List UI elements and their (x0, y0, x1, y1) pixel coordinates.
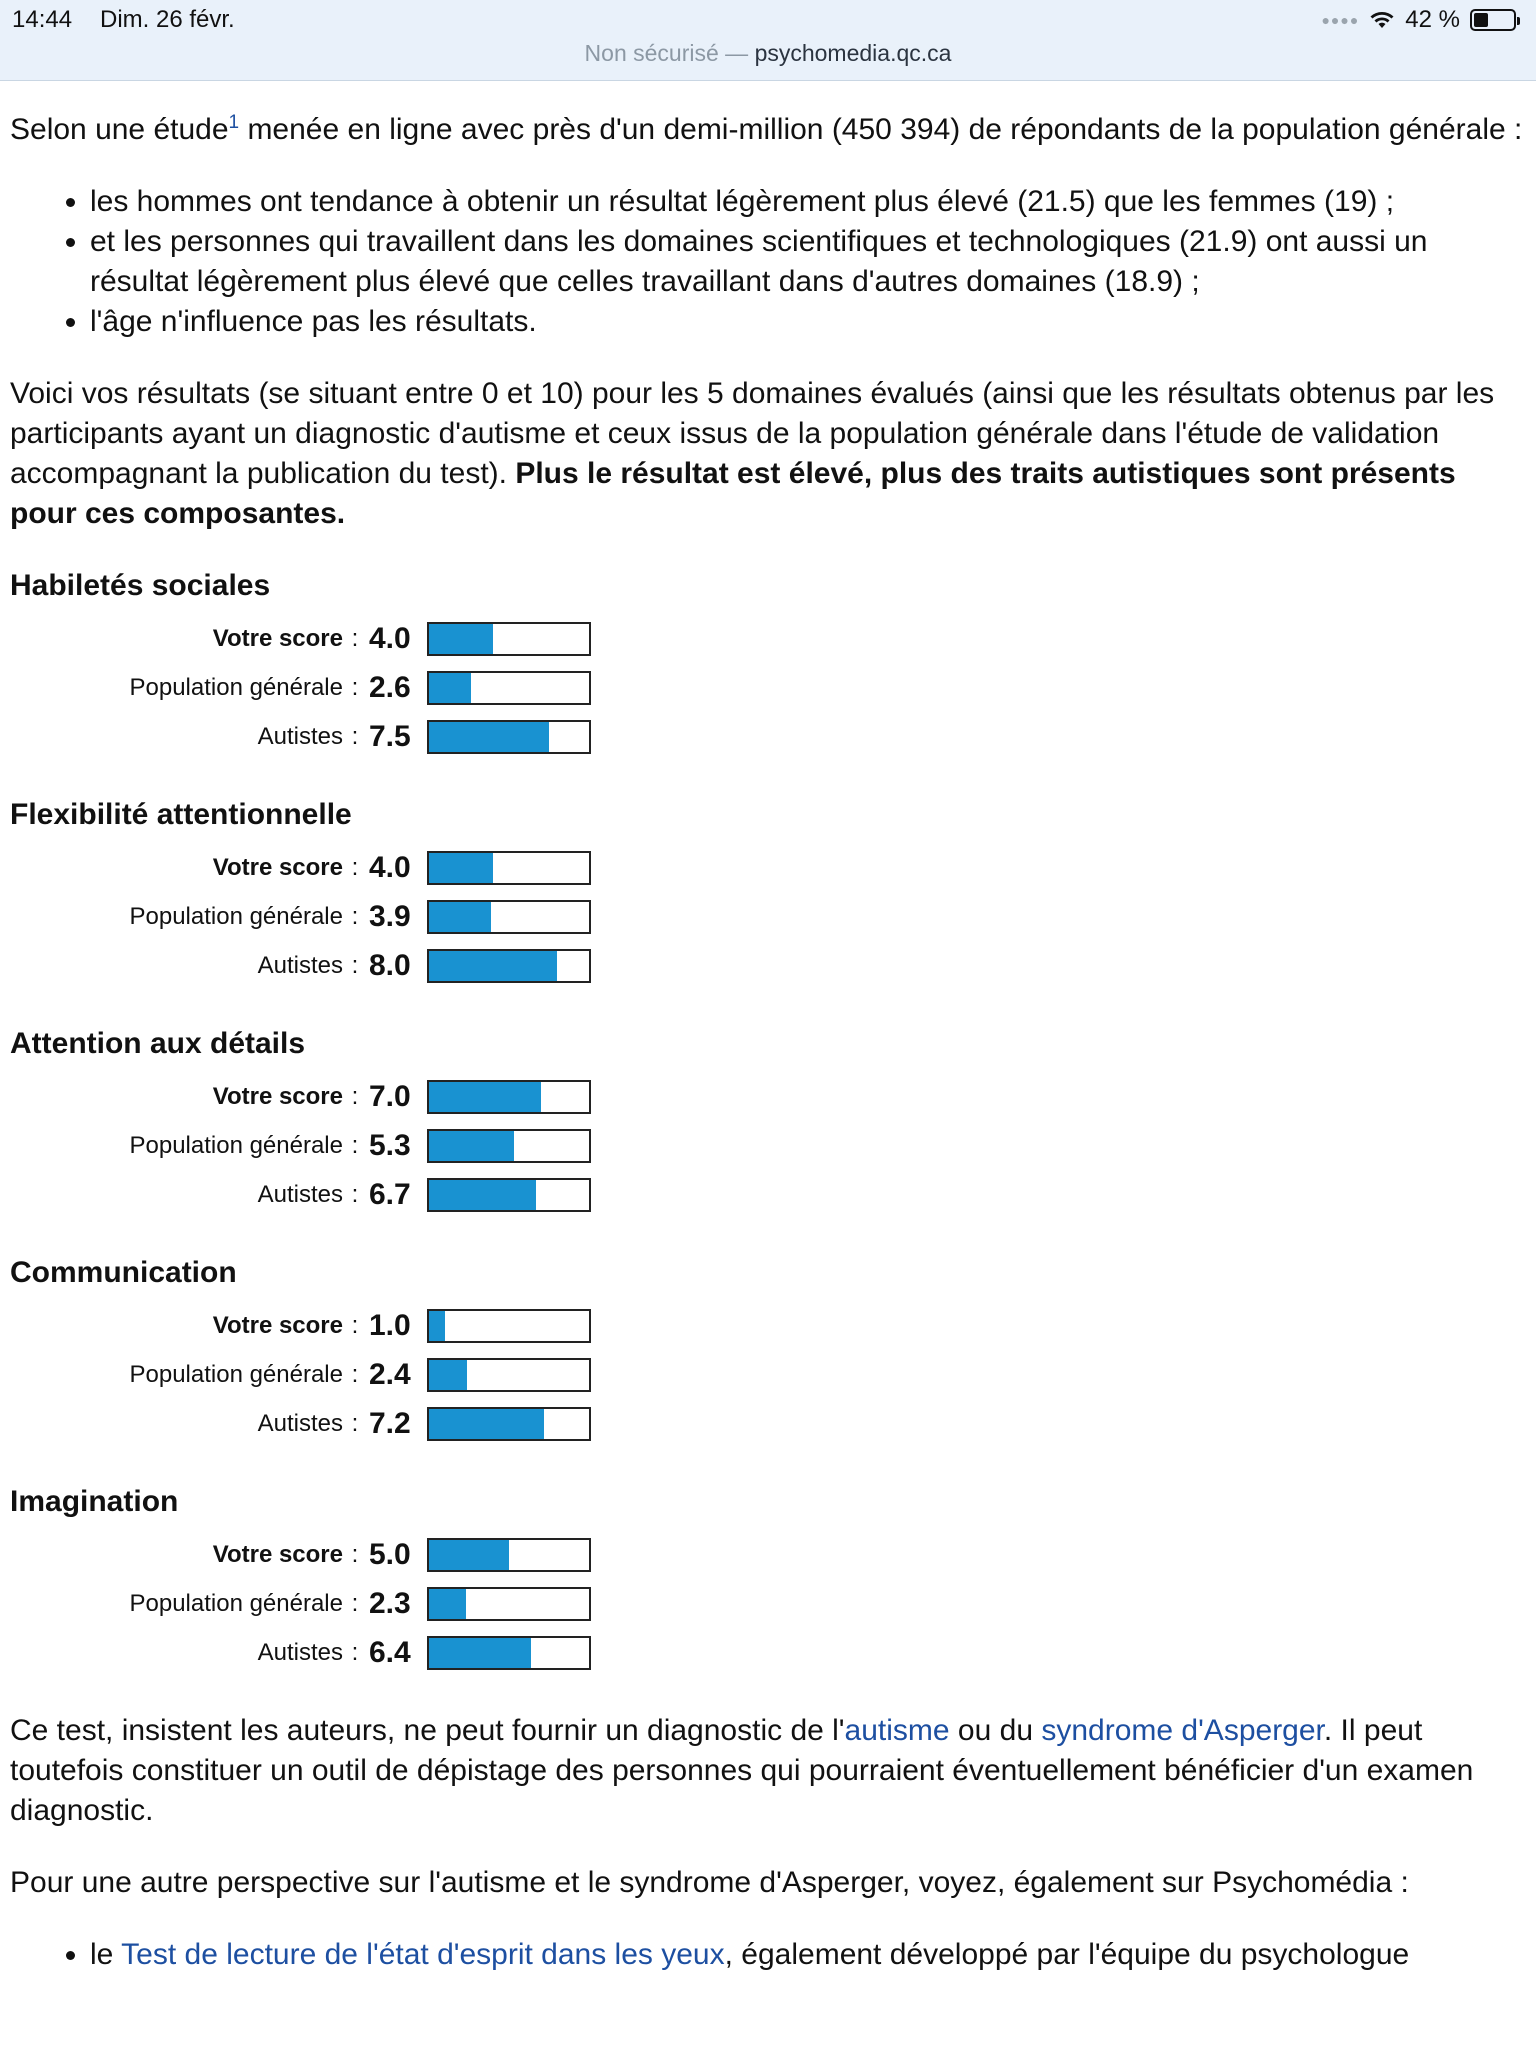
score-bar-track (427, 671, 591, 705)
intro-text-rest: menée en ligne avec près d'un demi-million (450 394) de répondants de la population générale : (239, 113, 1523, 146)
score-label-text: Votre score (212, 1082, 343, 1110)
section-title: Attention aux détails (10, 1027, 306, 1060)
score-bar-track (427, 720, 591, 754)
score-row-population-generale (10, 1579, 1526, 1628)
score-value: 5.0 (369, 1537, 411, 1571)
score-label-text: Votre score (212, 1540, 343, 1568)
score-colon: : (351, 1360, 359, 1388)
score-value: 7.5 (369, 719, 411, 753)
score-label-text: Population générale (129, 1131, 343, 1159)
score-bar-track (427, 949, 591, 983)
disclaimer-paragraph (10, 1711, 1526, 1831)
score-section (10, 1253, 1526, 1448)
intro-paragraph (10, 110, 1526, 150)
score-row-population-generale (10, 892, 1526, 941)
section-title: Flexibilité attentionnelle (10, 798, 352, 831)
score-bar-fill (429, 1082, 541, 1112)
score-row-autistes (10, 1399, 1526, 1448)
score-value: 4.0 (369, 850, 411, 884)
footnote-link[interactable]: 1 (228, 112, 240, 133)
score-value: 6.4 (369, 1635, 411, 1669)
score-label-text: Population générale (129, 1589, 343, 1617)
score-label (10, 946, 343, 986)
score-label (10, 848, 343, 888)
score-bar-track (427, 900, 591, 934)
score-label-text: Autistes (257, 951, 343, 979)
score-row-population-generale (10, 663, 1526, 712)
score-colon: : (351, 1589, 359, 1617)
score-section (10, 795, 1526, 990)
score-bar-track (427, 1309, 591, 1343)
score-bar-fill (429, 1180, 536, 1210)
score-bar-fill (429, 902, 491, 932)
score-colon: : (351, 1638, 359, 1666)
score-bar-track (427, 1358, 591, 1392)
score-row-votre-score (10, 614, 1526, 663)
score-label (10, 619, 343, 659)
score-value: 7.2 (369, 1406, 411, 1440)
score-label (10, 1077, 343, 1117)
score-value: 3.9 (369, 899, 411, 933)
score-label (10, 1126, 343, 1166)
score-value: 2.6 (369, 670, 411, 704)
article-content (10, 110, 1526, 2007)
score-row-votre-score (10, 1072, 1526, 1121)
score-sections (10, 566, 1526, 1677)
score-bar-track (427, 851, 591, 885)
score-colon: : (351, 1409, 359, 1437)
score-bar-fill (429, 1638, 531, 1668)
score-label-text: Autistes (257, 722, 343, 750)
wifi-icon (1369, 10, 1395, 30)
status-time: 14:44 (12, 6, 73, 33)
perspective-item-prefix: le (90, 1938, 122, 1971)
address-bar[interactable] (0, 40, 1536, 67)
score-value: 7.0 (369, 1079, 411, 1113)
list-item (90, 1935, 1526, 1975)
score-colon: : (351, 951, 359, 979)
score-label-text: Population générale (129, 902, 343, 930)
score-row-autistes (10, 712, 1526, 761)
status-indicators (1321, 6, 1516, 34)
score-section (10, 1024, 1526, 1219)
score-bar-fill (429, 1409, 544, 1439)
score-label (10, 1535, 343, 1575)
score-label (10, 1404, 343, 1444)
score-bar-track (427, 1178, 591, 1212)
score-bar-track (427, 1587, 591, 1621)
battery-percent: 42 % (1405, 6, 1460, 33)
score-colon: : (351, 1180, 359, 1208)
list-item: • l'âge n'influence pas les résultats. (90, 302, 1526, 342)
score-value: 6.7 (369, 1177, 411, 1211)
score-bar-track (427, 1080, 591, 1114)
score-bar-fill (429, 722, 549, 752)
score-colon: : (351, 902, 359, 930)
score-bar-fill (429, 853, 493, 883)
score-colon: : (351, 624, 359, 652)
score-bar-fill (429, 1360, 467, 1390)
disclaimer-text: Ce test, insistent les auteurs, ne peut fournir un diagnostic de l' (10, 1714, 845, 1747)
score-label (10, 897, 343, 937)
score-section (10, 566, 1526, 761)
eyes-test-link[interactable]: Test de lecture de l'état d'esprit dans les yeux (121, 1938, 725, 1971)
score-colon: : (351, 1131, 359, 1159)
perspective-list (10, 1935, 1526, 1975)
score-value: 2.4 (369, 1357, 411, 1391)
score-label (10, 668, 343, 708)
score-bar-track (427, 1407, 591, 1441)
score-value: 5.3 (369, 1128, 411, 1162)
list-item: • et les personnes qui travaillent dans les domaines scientifiques et technologiques (21.9) ont aussi un résultat légèrement plus élevé que celles travaillant dans d'autres domaines (18.9) ; (90, 222, 1526, 302)
section-title: Habiletés sociales (10, 569, 271, 602)
score-colon: : (351, 722, 359, 750)
score-label-text: Votre score (212, 1311, 343, 1339)
score-section (10, 1482, 1526, 1677)
score-bar-fill (429, 624, 493, 654)
results-intro-emphasis: Plus le résultat est élevé, plus des traits autistiques sont présents pour ces composantes. (10, 457, 1456, 530)
score-row-votre-score (10, 843, 1526, 892)
score-bar-track (427, 1636, 591, 1670)
score-colon: : (351, 1082, 359, 1110)
score-bar-fill (429, 1131, 514, 1161)
score-row-autistes (10, 1170, 1526, 1219)
score-bar-track (427, 622, 591, 656)
score-label-text: Population générale (129, 673, 343, 701)
score-label-text: Votre score (212, 853, 343, 881)
results-intro-paragraph (10, 374, 1526, 534)
disclaimer-text-3: . Il peut toutefois constituer un outil de dépistage des personnes qui pourraient éventuellement bénéficier d'un examen diagnostic. (10, 1714, 1474, 1827)
asperger-link[interactable]: syndrome d'Asperger (1041, 1714, 1324, 1747)
score-label (10, 1584, 343, 1624)
intro-text: Selon une étude (10, 113, 229, 146)
score-value: 8.0 (369, 948, 411, 982)
score-bar-fill (429, 1311, 445, 1341)
score-colon: : (351, 673, 359, 701)
score-bar-fill (429, 673, 471, 703)
section-title: Imagination (10, 1485, 179, 1518)
score-value: 4.0 (369, 621, 411, 655)
status-bar (0, 0, 1536, 81)
score-bar-fill (429, 1589, 466, 1619)
score-label-text: Autistes (257, 1409, 343, 1437)
score-label (10, 1175, 343, 1215)
score-label-text: Population générale (129, 1360, 343, 1388)
autism-link[interactable]: autisme (844, 1714, 950, 1747)
list-item: • les hommes ont tendance à obtenir un résultat légèrement plus élevé (21.5) que les femmes (19) ; (90, 182, 1526, 222)
score-bar-fill (429, 951, 557, 981)
score-value: 1.0 (369, 1308, 411, 1342)
disclaimer-text-2: ou du (949, 1714, 1042, 1747)
battery-level (1474, 13, 1488, 27)
perspective-paragraph: Pour une autre perspective sur l'autisme et le syndrome d'Asperger, voyez, également sur Psychomédia : (10, 1866, 1409, 1899)
score-bar-track (427, 1538, 591, 1572)
score-row-votre-score (10, 1301, 1526, 1350)
score-label-text: Autistes (257, 1180, 343, 1208)
perspective-item-suffix: , également développé par l'équipe du psychologue (724, 1938, 1410, 1971)
cellular-signal-icon: ●●●● (1321, 12, 1360, 28)
score-row-population-generale (10, 1350, 1526, 1399)
security-status: Non sécurisé — (584, 40, 749, 66)
score-label (10, 1633, 343, 1673)
score-label (10, 1355, 343, 1395)
url-domain: psychomedia.qc.ca (754, 40, 952, 66)
score-value: 2.3 (369, 1586, 411, 1620)
score-bar-fill (429, 1540, 509, 1570)
findings-list (10, 182, 1526, 342)
score-bar-track (427, 1129, 591, 1163)
score-label-text: Votre score (212, 624, 343, 652)
score-label (10, 717, 343, 757)
score-label (10, 1306, 343, 1346)
score-row-autistes (10, 941, 1526, 990)
score-row-votre-score (10, 1530, 1526, 1579)
results-intro-text: Voici vos résultats (se situant entre 0 et 10) pour les 5 domaines évalués (ainsi que les résultats obtenus par les participants ayant un diagnostic d'autisme et ceux issus de la population générale dans l'étude de validation accompagnant la publication du test). (10, 377, 1495, 490)
status-date: Dim. 26 févr. (100, 6, 235, 33)
score-colon: : (351, 853, 359, 881)
score-label-text: Autistes (257, 1638, 343, 1666)
section-title: Communication (10, 1256, 237, 1289)
score-row-autistes (10, 1628, 1526, 1677)
score-colon: : (351, 1540, 359, 1568)
score-colon: : (351, 1311, 359, 1339)
score-row-population-generale (10, 1121, 1526, 1170)
battery-icon (1470, 9, 1516, 31)
